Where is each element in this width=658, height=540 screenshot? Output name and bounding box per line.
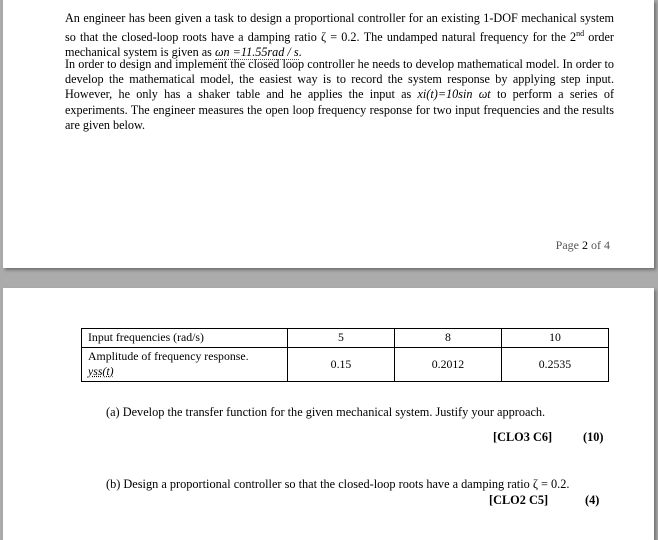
page-number <box>556 238 610 253</box>
question-b-clo: [CLO2 C5] <box>489 493 549 507</box>
superscript-nd: nd <box>576 29 585 39</box>
document-page-2 <box>3 288 654 540</box>
page-current: 2 <box>582 238 588 252</box>
amplitude-label: Amplitude of frequency response. <box>88 349 249 363</box>
table-row-label <box>82 348 288 382</box>
page-total: of 4 <box>588 238 610 252</box>
natural-frequency-expression: ωn =11.55rad / s <box>214 45 299 60</box>
table-cell: 0.2535 <box>502 348 609 382</box>
input-signal-expression: xi(t)=10sin ωt <box>417 87 491 102</box>
table-row <box>82 348 609 382</box>
page-label: Page <box>555 238 582 252</box>
question-b: (b) Design a proportional controller so that the closed-loop roots have a damping ratio ζ = 0.2. <box>106 477 570 491</box>
paragraph-text: to perform a series of experiments. The engineer measures the open loop frequency response for two input frequencies and the results are given below. <box>65 87 614 132</box>
question-a-marks: (10) <box>583 430 604 444</box>
question-b-marks: (4) <box>585 493 600 507</box>
table-cell: 8 <box>395 329 502 348</box>
question-a-clo: [CLO3 C6] <box>493 430 553 444</box>
paragraph-text: . <box>298 45 302 60</box>
problem-paragraph-2 <box>65 57 614 133</box>
problem-paragraph-1 <box>65 11 614 61</box>
paragraph-text: order mechanical system is given as <box>65 30 614 60</box>
table-cell: 5 <box>288 329 395 348</box>
paragraph-text: In order to design and implement the closed loop controller he needs to develop mathematical model. In order to develop the mathematical model, the easiest way is to record the system response by applying step input. However, he only has a shaker table and he applies the input as <box>65 57 614 102</box>
table-cell: 0.15 <box>288 348 395 382</box>
table-cell: 10 <box>502 329 609 348</box>
table-row <box>82 329 609 348</box>
question-a: (a) Develop the transfer function for the given mechanical system. Justify your approach. <box>106 405 546 419</box>
amplitude-sublabel: yss(t) <box>88 364 114 378</box>
document-page-1 <box>3 0 654 268</box>
paragraph-text: An engineer has been given a task to design a proportional controller for an existing 1-DOF mechanical system so that the closed-loop roots have a damping ratio ζ = 0.2. The undamped natural frequency for the 2 <box>65 11 614 45</box>
table-row-label: Input frequencies (rad/s) <box>82 329 288 348</box>
table-cell: 0.2012 <box>395 348 502 382</box>
frequency-response-table <box>81 328 609 382</box>
